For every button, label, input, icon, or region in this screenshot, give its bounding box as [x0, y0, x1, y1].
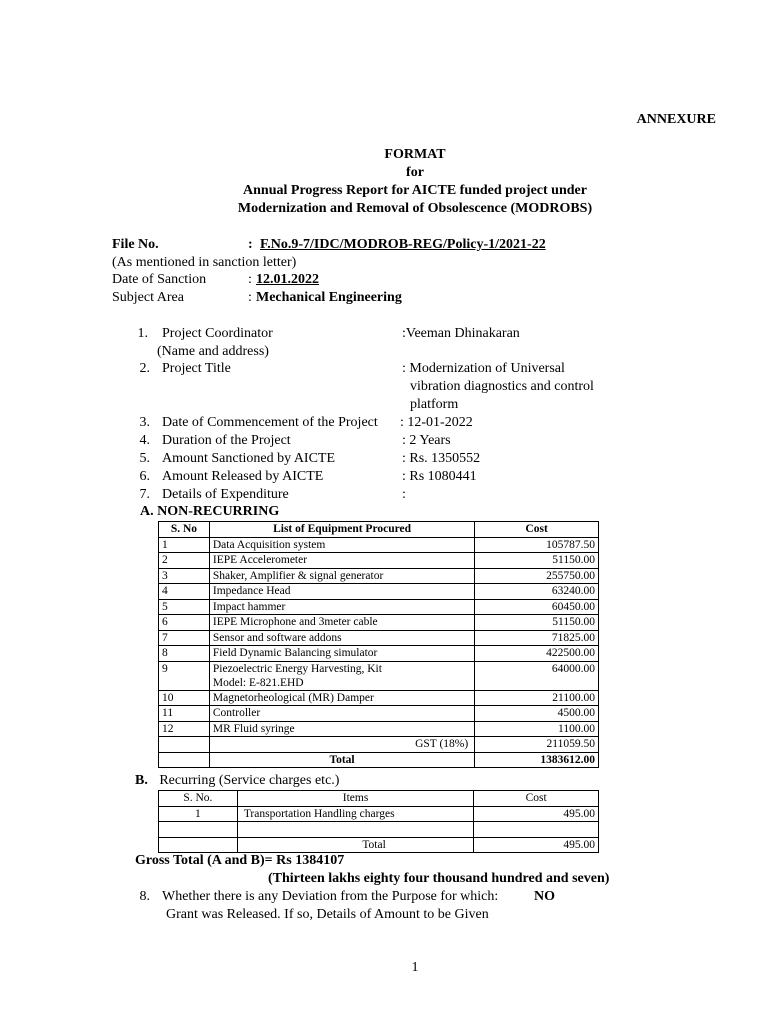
cell-item: Magnetorheological (MR) Damper — [209, 690, 474, 706]
cell-sno: 1 — [159, 537, 210, 553]
cell-item-line-1: Piezoelectric Energy Harvesting, Kit — [212, 662, 382, 675]
item-8-line-1: Whether there is any Deviation from the Purpose for which: — [162, 889, 499, 904]
heading-for: for — [406, 165, 424, 180]
item-value: :Veeman Dhinakaran — [402, 326, 520, 341]
file-no-value: F.No.9-7/IDC/MODROB-REG/Policy-1/2021-22 — [260, 237, 546, 252]
header-cost: Cost — [475, 522, 599, 538]
header-sno: S. No. — [159, 791, 238, 807]
cell-cost: 422500.00 — [475, 646, 599, 662]
item-label: Details of Expenditure — [162, 487, 289, 502]
cell-item: Impedance Head — [209, 584, 474, 600]
gross-total-words: (Thirteen lakhs eighty four thousand hundred and seven) — [268, 871, 610, 886]
item-number: 4. — [139, 433, 150, 448]
cell-empty — [159, 737, 210, 753]
table-row — [159, 646, 599, 662]
cell-item: IEPE Microphone and 3meter cable — [209, 615, 474, 631]
item-label: Project Title — [162, 361, 231, 376]
cell-item: IEPE Accelerometer — [209, 553, 474, 569]
item-2-value-line-3: platform — [410, 397, 459, 412]
item-8-answer: NO — [534, 889, 555, 904]
total-row — [159, 752, 599, 768]
gst-value: 211059.50 — [475, 737, 599, 753]
cell-item: Field Dynamic Balancing simulator — [209, 646, 474, 662]
item-1-sub: (Name and address) — [157, 344, 269, 359]
cell-cost: 71825.00 — [475, 630, 599, 646]
item-value: : — [402, 487, 406, 502]
item-8-line-2: Grant was Released. If so, Details of Amount to be Given — [166, 907, 489, 922]
subject-label: Subject Area — [112, 290, 184, 305]
cell-sno: 12 — [159, 721, 210, 737]
item-value: : Rs. 1350552 — [402, 451, 481, 466]
date-label: Date of Sanction — [112, 272, 207, 287]
gst-row — [159, 737, 599, 753]
date-colon: : — [248, 272, 252, 287]
table-row — [159, 584, 599, 600]
cell-sno: 4 — [159, 584, 210, 600]
section-b-text: Recurring (Service charges etc.) — [159, 773, 340, 788]
cell-item: MR Fluid syringe — [209, 721, 474, 737]
cell-sno: 7 — [159, 630, 210, 646]
table-header-row — [159, 791, 599, 807]
item-number: 6. — [139, 469, 150, 484]
item-number: 8. — [139, 889, 150, 904]
table-row — [159, 568, 599, 584]
total-value: 495.00 — [474, 837, 599, 853]
file-no-colon: : — [248, 237, 253, 252]
cell-cost: 1100.00 — [475, 721, 599, 737]
header-equipment: List of Equipment Procured — [209, 522, 474, 538]
cell-item: Controller — [209, 706, 474, 722]
file-no-note: (As mentioned in sanction letter) — [112, 255, 297, 270]
item-label: Duration of the Project — [162, 433, 291, 448]
cell-sno: 9 — [159, 661, 210, 690]
cell-item — [209, 661, 474, 690]
item-number: 1. — [137, 326, 148, 341]
table-row — [159, 706, 599, 722]
annexure-label: ANNEXURE — [636, 112, 716, 127]
total-value: 1383612.00 — [475, 752, 599, 768]
table-row — [159, 721, 599, 737]
item-label: Amount Released by AICTE — [162, 469, 324, 484]
table-row — [159, 553, 599, 569]
cell-cost: 4500.00 — [475, 706, 599, 722]
cell-sno: 10 — [159, 690, 210, 706]
page-number: 1 — [411, 960, 419, 975]
table-row — [159, 615, 599, 631]
item-2-value-line-2: vibration diagnostics and control — [410, 379, 594, 394]
subject-colon: : — [248, 290, 252, 305]
item-label: Date of Commencement of the Project — [162, 415, 378, 430]
heading-line-1: Annual Progress Report for AICTE funded project under — [243, 183, 587, 198]
cell-empty — [159, 837, 238, 853]
file-no-label: File No. — [112, 237, 159, 252]
cell-cost: 495.00 — [474, 806, 599, 822]
cell-sno: 2 — [159, 553, 210, 569]
item-number: 3. — [139, 415, 150, 430]
item-value: : 12-01-2022 — [400, 415, 473, 430]
total-label: Total — [237, 837, 473, 853]
item-label: Amount Sanctioned by AICTE — [162, 451, 336, 466]
cell-cost: 63240.00 — [475, 584, 599, 600]
gross-total: Gross Total (A and B)= Rs 1384107 — [135, 853, 345, 868]
item-number: 5. — [139, 451, 150, 466]
cell-cost: 60450.00 — [475, 599, 599, 615]
table-header-row — [159, 522, 599, 538]
cell-empty — [237, 822, 473, 838]
item-number: 7. — [139, 487, 150, 502]
item-value: : Modernization of Universal — [402, 361, 565, 376]
cell-sno: 5 — [159, 599, 210, 615]
cell-item-line-2: Model: E-821.EHD — [212, 676, 304, 689]
cell-cost: 51150.00 — [475, 615, 599, 631]
item-label: Project Coordinator — [162, 326, 273, 341]
gst-label: GST (18%) — [209, 737, 474, 753]
table-row — [159, 806, 599, 822]
cell-cost: 255750.00 — [475, 568, 599, 584]
cell-empty — [159, 822, 238, 838]
header-items: Items — [237, 791, 473, 807]
cell-sno: 8 — [159, 646, 210, 662]
cell-item: Sensor and software addons — [209, 630, 474, 646]
cell-item: Shaker, Amplifier & signal generator — [209, 568, 474, 584]
cell-cost: 21100.00 — [475, 690, 599, 706]
item-number: 2. — [139, 361, 150, 376]
total-label: Total — [209, 752, 474, 768]
cell-item: Transportation Handling charges — [237, 806, 473, 822]
table-row — [159, 690, 599, 706]
heading-line-2: Modernization and Removal of Obsolescence (MODROBS) — [237, 201, 593, 216]
table-row-empty — [159, 822, 599, 838]
cell-sno: 1 — [159, 806, 238, 822]
cell-sno: 11 — [159, 706, 210, 722]
header-sno: S. No — [159, 522, 210, 538]
section-a-heading: A. NON-RECURRING — [140, 504, 280, 519]
recurring-table — [158, 790, 599, 853]
table-row — [159, 537, 599, 553]
table-row — [159, 599, 599, 615]
heading-format: FORMAT — [384, 147, 446, 162]
cell-cost: 105787.50 — [475, 537, 599, 553]
date-value: 12.01.2022 — [256, 272, 319, 287]
cell-cost: 51150.00 — [475, 553, 599, 569]
section-b-heading — [135, 773, 339, 789]
item-value: : Rs 1080441 — [402, 469, 477, 484]
item-value: : 2 Years — [402, 433, 451, 448]
cell-sno: 6 — [159, 615, 210, 631]
cell-sno: 3 — [159, 568, 210, 584]
cell-item: Impact hammer — [209, 599, 474, 615]
cell-cost: 64000.00 — [475, 661, 599, 690]
cell-empty — [159, 752, 210, 768]
total-row — [159, 837, 599, 853]
cell-empty — [474, 822, 599, 838]
table-row — [159, 630, 599, 646]
header-cost: Cost — [474, 791, 599, 807]
table-row — [159, 661, 599, 690]
section-b-letter: B. — [135, 773, 148, 788]
subject-value: Mechanical Engineering — [256, 290, 402, 305]
cell-item: Data Acquisition system — [209, 537, 474, 553]
non-recurring-table — [158, 521, 599, 768]
